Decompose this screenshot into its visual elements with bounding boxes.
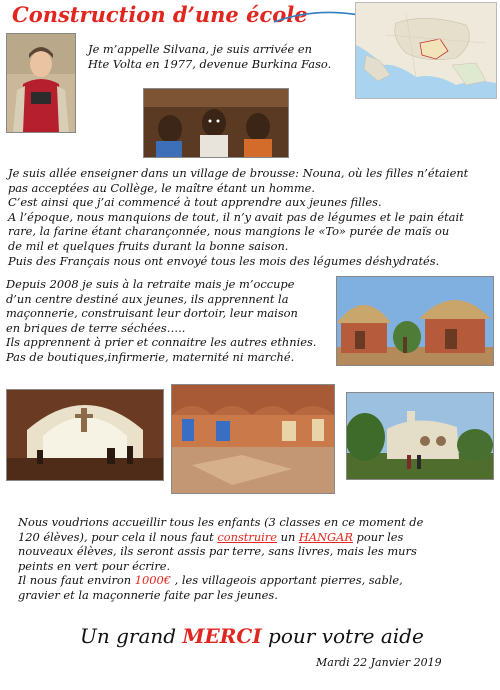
thanks-line [80,624,424,648]
request-paragraph [18,515,488,603]
thanks-post: pour votre aide [261,624,424,648]
intro-line: Je m’appelle Silvana, je suis arrivée en [88,42,312,56]
text-line: rare, la farine étant charançonnée, nous mangions le «To» purée de maïs ou [8,224,450,239]
text-line: peints en vert pour écrire. [18,558,171,573]
intro-text [88,42,348,71]
text-line: Depuis 2008 je suis à la retraite mais je m’occupe [6,277,295,291]
text-line: Pas de boutiques,infirmerie, maternité ni marché. [6,349,295,364]
portrait-photo [6,33,76,133]
building-photo [346,392,494,480]
text-line: pas acceptées au Collège, le maître étant un homme. [8,180,315,195]
text-line [18,530,488,545]
hangar-highlight: HANGAR [298,529,353,544]
text-line: Ils apprennent à prier et connaitre les autres ethnies. [6,335,317,350]
merci-highlight: MERCI [182,624,262,648]
page-title: Construction d’une école [12,2,308,27]
thanks-pre: Un grand [80,624,183,648]
text-line: Je suis allée enseigner dans un village de brousse: Nouna, où les filles n’étaient [8,166,469,180]
text-line: Nous voudrions accueillir tous les enfants (3 classes en ce moment de [18,515,424,529]
text-span: Il nous faut environ [18,573,135,588]
date-text: Mardi 22 Janvier 2019 [316,656,442,669]
text-line: nouveaux élèves, ils seront assis par terre, sans livres, mais les murs [18,544,417,559]
text-span: un [276,529,299,544]
intro-line: Hte Volta en 1977, devenue Burkina Faso. [88,56,332,71]
text-line: d’un centre destiné aux jeunes, ils apprennent la [6,291,289,306]
amount-highlight: 1000€ [134,573,171,588]
text-line: gravier et la maçonnerie faite par les jeunes. [18,587,278,602]
construction-photo [171,384,335,494]
text-line: C’est ainsi que j’ai commencé à tout apprendre aux jeunes filles. [8,195,382,210]
text-span: 120 élèves), pour cela il nous faut [18,529,218,544]
map-image [355,2,497,99]
text-span: , les villageois apportant pierres, sable, [170,573,403,588]
text-line: A l’époque, nous manquions de tout, il n’y avait pas de légumes et le pain était [8,209,464,224]
text-line: Puis des Français nous ont envoyé tous les mois des légumes déshydratés. [8,253,440,268]
construire-highlight: construire [217,529,277,544]
children-photo [143,88,289,158]
church-photo [6,389,164,481]
huts-photo [336,276,494,366]
text-line [18,573,488,588]
retirement-paragraph [6,277,330,365]
text-line: en briques de terre séchées….. [6,320,186,335]
text-line: maçonnerie, construisant leur dortoir, leur maison [6,306,298,321]
text-span: pour les [352,529,404,544]
text-line: de mil et quelques fruits durant la bonne saison. [8,238,289,253]
story-paragraph [8,166,496,268]
